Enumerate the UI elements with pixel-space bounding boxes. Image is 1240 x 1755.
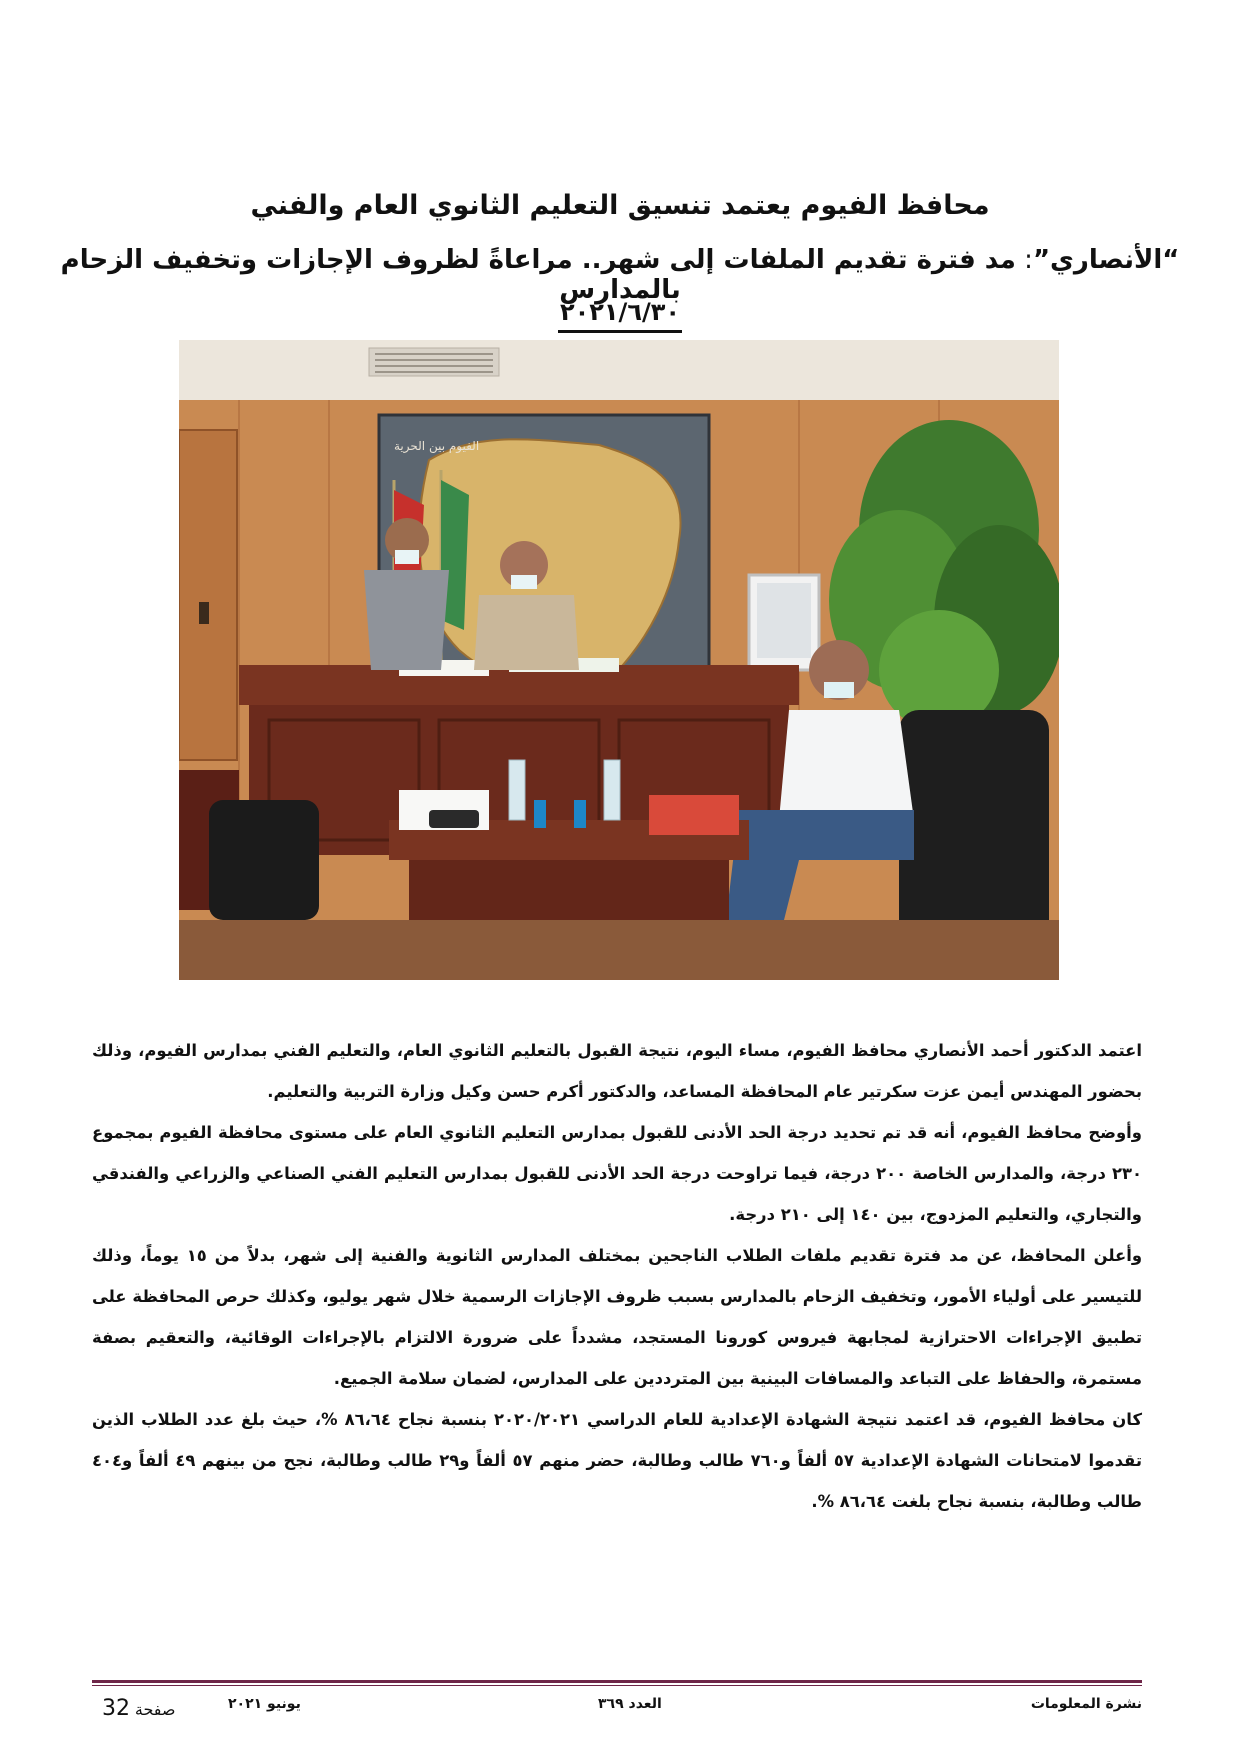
floor: [179, 920, 1059, 980]
subtitle-separator: :: [1015, 245, 1033, 275]
headline-subtitle: [0, 245, 1240, 305]
news-photo: [179, 340, 1059, 980]
footer-issue: العدد ٣٦٩: [598, 1696, 662, 1712]
footer-date: يونيو ٢٠٢١: [228, 1696, 301, 1712]
phone-on-table: [429, 810, 479, 828]
article-date-text: ٢٠٢١/٦/٣٠: [558, 298, 682, 333]
article-paragraph: اعتمد الدكتور أحمد الأنصاري محافظ الفيوم، مساء اليوم، نتيجة القبول بالتعليم الثانوي العام، والتعليم الفني بمدارس الفيوم، وذلك بحضور المهندس أيمن عزت سكرتير عام المحافظة المساعد، والدكتور أكرم حسن وكيل وزارة التربية والتعليم.: [92, 1041, 1142, 1101]
red-folder: [649, 795, 739, 835]
article-body: [92, 1030, 1142, 1522]
map-caption: الفيوم بين الحرية: [394, 439, 480, 453]
coffee-table-front: [409, 860, 729, 920]
article-paragraph: كان محافظ الفيوم، قد اعتمد نتيجة الشهادة الإعدادية للعام الدراسي ٢٠٢٠/٢٠٢١ بنسبة نجاح ٨٦،٦٤ %، حيث بلغ عدد الطلاب الذين تقدموا لامتحانات الشهادة الإعدادية ٥٧ ألفاً و٧٦٠ طالب وطالبة، حضر منهم ٥٧ ألفاً و٢٩ طالب وطالبة، نجح من بينهم ٤٩ ألفاً و٤٠٤ طالب وطالبة، بنسبة نجاح بلغت ٨٦،٦٤ %.: [92, 1410, 1143, 1511]
door: [179, 430, 237, 760]
footer-rule-thin: [92, 1685, 1142, 1686]
headline-title: محافظ الفيوم يعتمد تنسيق التعليم الثانوي العام والفني: [250, 190, 990, 221]
footer-rule: [92, 1680, 1142, 1683]
door-handle: [199, 602, 209, 624]
article-date: [0, 298, 1240, 326]
ceiling: [179, 340, 1059, 400]
page-label: صفحة: [134, 1700, 176, 1719]
office-scene-illustration: [179, 340, 1059, 980]
footer-page: [92, 1696, 175, 1721]
subtitle-rest: مد فترة تقديم الملفات إلى شهر.. مراعاةً لظروف الإجازات وتخفيف الزحام بالمدارس: [60, 245, 1016, 305]
chair-left-seat: [209, 800, 319, 920]
subtitle-lead: “الأنصاري”: [1032, 245, 1180, 275]
footer-publication: نشرة المعلومات: [1030, 1696, 1142, 1712]
article-paragraph: وأوضح محافظ الفيوم، أنه قد تم تحديد درجة الحد الأدنى للقبول بمدارس التعليم الثانوي العام على مستوى محافظة الفيوم بمجموع ٢٣٠ درجة، والمدارس الخاصة ٢٠٠ درجة، فيما تراوحت درجة الحد الأدنى للقبول بمدارس التعليم الفني الصناعي والزراعي والفندقي والتجاري، والتعليم المزدوج، بين ١٤٠ إلى ٢١٠ درجة.: [92, 1123, 1142, 1224]
article-paragraph: وأعلن المحافظ، عن مد فترة تقديم ملفات الطلاب الناجحين بمختلف المدارس الثانوية والفنية إلى شهر، بدلاً من ١٥ يوماً، وذلك للتيسير على أولياء الأمور، وتخفيف الزحام بالمدارس بسبب ظروف الإجازات الرسمية خلال شهر يوليو، وكذلك حرص المحافظة على تطبيق الإجراءات الاحترازية لمجابهة فيروس كورونا المستجد، مشدداً على ضرورة الالتزام بالإجراءات الوقائية، والتعقيم بصفة مستمرة، والحفاظ على التباعد والمسافات البينية بين المترددين على المدارس، لضمان سلامة الجميع.: [92, 1246, 1143, 1388]
monitor-screen: [757, 583, 811, 658]
page-number: 32: [102, 1696, 130, 1721]
